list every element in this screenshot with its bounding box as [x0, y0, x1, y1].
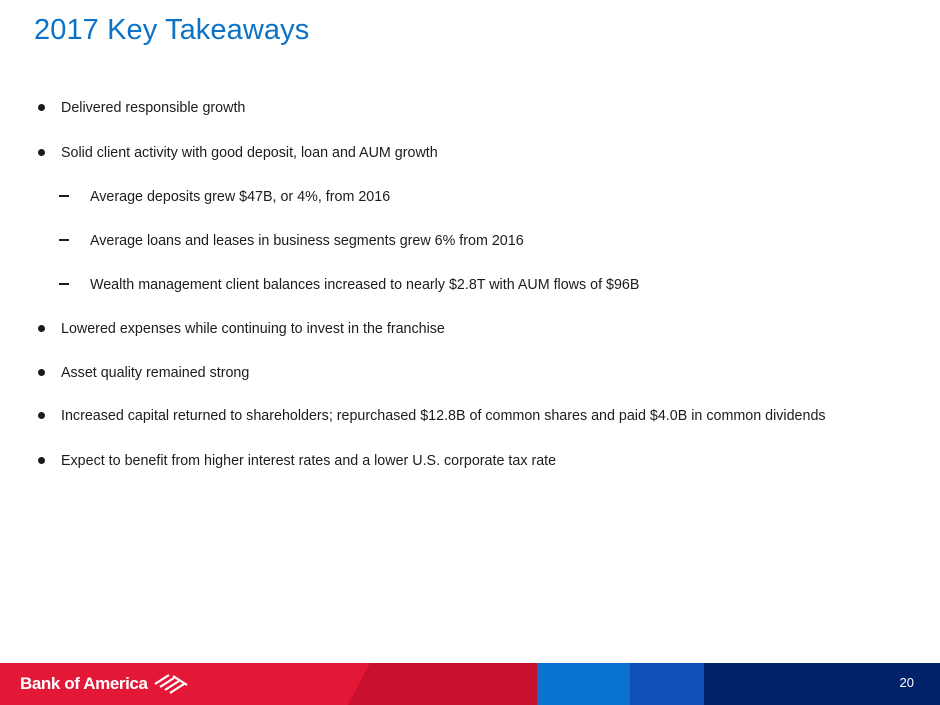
sub-bullet-item: [90, 188, 390, 206]
flag-icon: [151, 674, 191, 694]
bullet-dash-icon: [59, 188, 69, 197]
page-number: 20: [899, 675, 914, 690]
bullet-item: [61, 364, 249, 382]
bullet-item: [61, 99, 245, 117]
bullet-item: [61, 452, 556, 470]
bullet-dot-icon: [38, 407, 45, 419]
bullet-dot-icon: [38, 364, 45, 376]
sub-bullet-text: Average loans and leases in business segments grew 6% from 2016: [90, 233, 524, 249]
bullet-item: [61, 144, 438, 162]
sub-bullet-text: Average deposits grew $47B, or 4%, from 2016: [90, 189, 391, 205]
footer-blue-band: [537, 663, 632, 705]
sub-bullet-text: Wealth management client balances increased to nearly $2.8T with AUM flows of $96B: [90, 277, 640, 293]
logo-text: Bank of America: [20, 674, 148, 693]
bullet-text: Lowered expenses while continuing to invest in the franchise: [61, 321, 445, 337]
bullet-text: Solid client activity with good deposit, loan and AUM growth: [61, 145, 438, 161]
sub-bullet-item: [90, 276, 639, 294]
bullet-dash-icon: [59, 232, 69, 241]
slide-title: 2017 Key Takeaways: [34, 14, 310, 46]
bullet-dot-icon: [38, 144, 45, 156]
footer-mid-blue-band: [630, 663, 706, 705]
bullet-dash-icon: [59, 276, 69, 285]
bullet-text: Delivered responsible growth: [61, 100, 246, 116]
bullet-dot-icon: [38, 320, 45, 332]
bullet-text: Expect to benefit from higher interest rates and a lower U.S. corporate tax rate: [61, 453, 557, 469]
bullet-dot-icon: [38, 452, 45, 464]
bullet-text: Increased capital returned to shareholders; repurchased $12.8B of common shares and paid $4.0B in common dividends: [61, 408, 826, 424]
bullet-text: Asset quality remained strong: [61, 365, 250, 381]
footer-bar: [0, 663, 940, 705]
bank-logo: [20, 673, 191, 695]
bullet-item: [61, 320, 445, 338]
bullet-item: [61, 407, 826, 425]
sub-bullet-item: [90, 232, 524, 250]
bullet-dot-icon: [38, 99, 45, 111]
